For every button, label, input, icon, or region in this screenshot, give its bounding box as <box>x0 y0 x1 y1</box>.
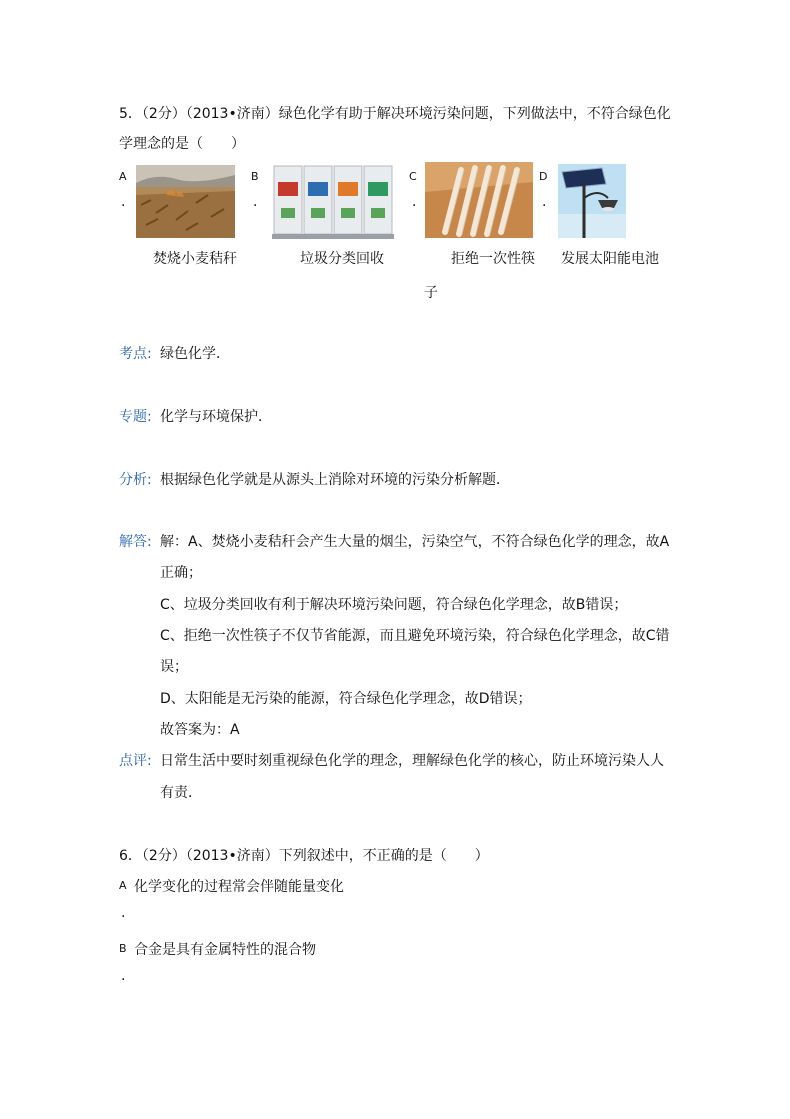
dianping-line: 日常生活中要时刻重视绿色化学的理念，理解绿色化学的核心，防止环境污染人人 <box>160 753 664 769</box>
jieda-line: 解：A、焚烧小麦秸秆会产生大量的烟尘，污染空气，不符合绿色化学的理念，故A <box>160 534 670 550</box>
kaodian-text: 绿色化学． <box>160 346 230 362</box>
q5-stem-line1: 5．（2分）（2013•济南）绿色化学有助于解决环境污染问题，下列做法中，不符合绿色化 <box>119 106 671 122</box>
q5-option-c-caption-line1: 拒绝一次性筷 <box>451 251 535 267</box>
q5-option-b-letter: B <box>251 170 259 183</box>
q5-option-a-caption: 焚烧小麦秸秆 <box>153 251 237 267</box>
jieda-line: 正确； <box>160 565 202 581</box>
q5-option-d-letter: D <box>539 170 548 183</box>
q6-option-a-dot: . <box>121 905 126 921</box>
solar-street-lamp-image <box>558 164 626 238</box>
q6-option-a-text: 化学变化的过程常会伴随能量变化 <box>134 879 344 895</box>
jieda-line: D、太阳能是无污染的能源，符合绿色化学理念，故D错误； <box>160 691 532 707</box>
jieda-line: 故答案为：A <box>160 722 240 738</box>
q5-stem-line2: 学理念的是（ ） <box>119 136 245 152</box>
q5-option-c-caption-line2: 子 <box>424 285 438 301</box>
zhuanti-label: 专题: <box>119 409 152 425</box>
q6-option-b-dot: . <box>121 968 126 984</box>
q6-stem: 6．（2分）（2013•济南）下列叙述中，不正确的是（ ） <box>119 848 489 864</box>
recycling-bins-image <box>266 160 400 242</box>
q5-option-d-caption: 发展太阳能电池 <box>561 251 659 267</box>
q5-option-d-dot: . <box>542 194 547 210</box>
jieda-label: 解答: <box>119 534 152 550</box>
q5-option-b-caption: 垃圾分类回收 <box>300 251 384 267</box>
q5-option-a-letter: A <box>119 170 127 183</box>
burning-straw-image <box>136 165 235 238</box>
fenxi-label: 分析: <box>119 472 152 488</box>
q5-option-a-dot: . <box>121 194 126 210</box>
dianping-label: 点评: <box>119 753 152 769</box>
zhuanti-text: 化学与环境保护． <box>160 409 272 425</box>
disposable-chopsticks-image <box>425 162 533 238</box>
q6-option-b-letter: B <box>119 942 127 955</box>
q5-option-c-dot: . <box>412 194 417 210</box>
jieda-line: C、垃圾分类回收有利于解决环境污染问题，符合绿色化学理念，故B错误； <box>160 597 628 613</box>
q5-option-c-letter: C <box>409 170 417 183</box>
dianping-line: 有责． <box>160 785 202 801</box>
q6-option-b-text: 合金是具有金属特性的混合物 <box>134 942 316 958</box>
fenxi-text: 根据绿色化学就是从源头上消除对环境的污染分析解题． <box>160 472 510 488</box>
q6-option-a-letter: A <box>119 879 127 892</box>
jieda-line: 误； <box>160 659 188 675</box>
kaodian-label: 考点: <box>119 346 152 362</box>
q5-option-b-dot: . <box>253 194 258 210</box>
jieda-line: C、拒绝一次性筷子不仅节省能源，而且避免环境污染，符合绿色化学理念，故C错 <box>160 628 670 644</box>
